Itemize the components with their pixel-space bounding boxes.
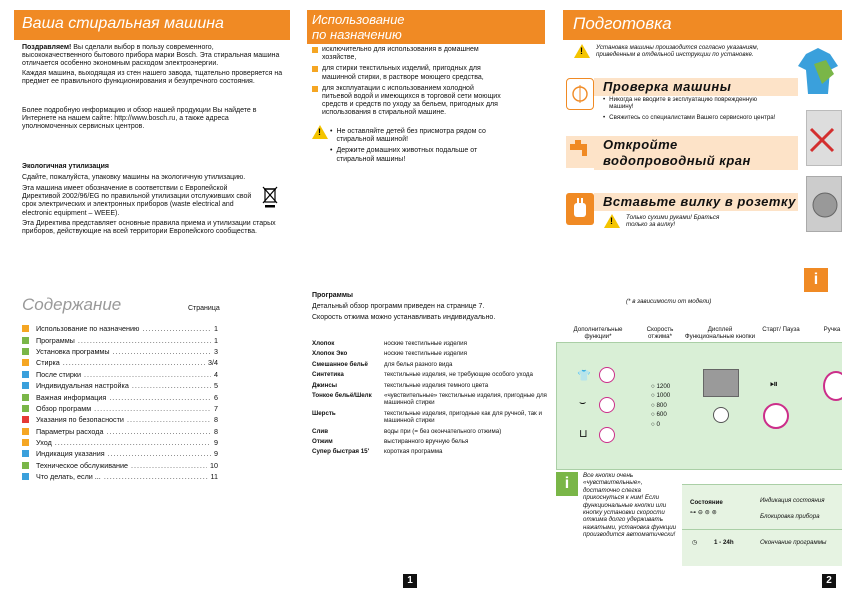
- page-title: Ваша стиральная машина: [22, 15, 224, 32]
- spin-speed-value: 0: [656, 420, 660, 428]
- quality-paragraph: Каждая машина, выходящая из стен нашего завода, тщательно проверяется на предмет ее правильного функционирования и безупречного состояния.: [22, 70, 283, 86]
- toc-leader: [108, 449, 211, 458]
- tap-icon-box: [566, 136, 594, 168]
- spin-speed-option[interactable]: ○ 600: [651, 411, 667, 419]
- install-warning: Установка машины производится согласно указаниям, приведенным в отдельной инструкции по установке.: [596, 44, 759, 59]
- toc-page: 5: [214, 381, 218, 391]
- shirt-illustration-icon: [796, 44, 842, 102]
- program-name: Хлопок: [312, 340, 335, 347]
- usage-bullet: [312, 85, 502, 118]
- programs-title: Программы: [312, 292, 354, 299]
- toc-label: Индикация указания: [36, 449, 105, 459]
- program-row: [312, 438, 550, 445]
- weee-bin-icon: [262, 186, 278, 208]
- toc-label: Важная информация: [36, 392, 107, 402]
- toc-color-marker: [22, 462, 29, 469]
- check-title: Проверка машины: [603, 79, 732, 94]
- program-row: [312, 410, 550, 425]
- toc-page: 9: [214, 449, 218, 459]
- toc-page-label: Страница: [188, 305, 220, 312]
- toc-label: Стирка: [36, 358, 60, 368]
- program-name: Шерсть: [312, 409, 336, 417]
- warning-children: Не оставляйте детей без присмотра рядом со стиральной машиной!: [336, 128, 486, 144]
- eco-paragraph-2: Эта машина имеет обозначение в соответствии с Европейской Директивой 2002/96/EG по правильной утилизации отслуживших свой срок электрических и электронных приборов (waste electrical and electronic equipment – WEEE).: [22, 185, 252, 217]
- toc-label: Использование по назначению: [36, 324, 140, 334]
- program-name: Супер быстрая 15': [312, 448, 370, 456]
- toc-row[interactable]: [22, 403, 218, 414]
- function-button[interactable]: [713, 407, 729, 423]
- warning-icon: [574, 44, 590, 58]
- shirt-icon: 👕: [577, 370, 591, 382]
- program-name: Смешанное бельё: [312, 360, 368, 368]
- usage-bullet-text: исключительно для использования в домашнем хозяйстве,: [322, 46, 479, 62]
- program-desc: короткая программа: [384, 448, 443, 456]
- plug-warning: Только сухими руками! Браться только за вилку!: [626, 214, 720, 229]
- prewash-icon: ⊔: [579, 428, 588, 440]
- panel-label: Дополнительные функции*: [573, 326, 623, 341]
- eco-paragraph-1: Сдайте, пожалуйста, упаковку машины на экологичную утилизацию.: [22, 174, 246, 181]
- plug-title: Вставьте вилку в розетку: [603, 194, 796, 209]
- prep-title: Подготовка: [573, 14, 672, 33]
- toc-row[interactable]: [22, 334, 218, 345]
- page-number-2: 2: [822, 574, 836, 588]
- bullet-marker: [312, 66, 318, 72]
- usage-bullet: [312, 65, 502, 81]
- spin-speed-value: 1200: [656, 383, 671, 390]
- warning-icon: [312, 125, 328, 139]
- spin-speed-value: 1000: [656, 392, 671, 400]
- toc-row[interactable]: [22, 380, 218, 391]
- toc-label: Что делать, если ...: [36, 472, 101, 482]
- program-selector-knob[interactable]: [823, 371, 842, 401]
- toc-row[interactable]: [22, 346, 218, 357]
- status-row-1: Индикация состояния: [760, 497, 825, 504]
- spin-speed-option[interactable]: ○ 1200: [651, 383, 671, 390]
- program-name: Слив: [312, 427, 329, 435]
- toc-leader: [131, 461, 207, 470]
- status-icons: ⊶ ⊖ ⊜ ⊚: [690, 509, 717, 516]
- toc-label: Уход: [36, 438, 52, 448]
- program-desc: воды при (= без окончательного отжима): [384, 427, 502, 435]
- intro-bold: Поздравляем!: [22, 44, 72, 51]
- toc-row[interactable]: [22, 471, 218, 482]
- page-header-washer: [14, 10, 290, 40]
- check-item-1: Никогда не вводите в эксплуатацию поврежденную машину!: [609, 96, 757, 111]
- programs-intro: Детальный обзор программ приведен на странице 7.: [312, 303, 485, 310]
- rinse-icon: ⌣: [579, 397, 587, 409]
- toc-color-marker: [22, 359, 29, 366]
- toc-leader: [109, 393, 211, 402]
- toc-leader: [113, 347, 211, 356]
- toc-title: Содержание: [22, 295, 122, 314]
- toc-color-marker: [22, 473, 29, 480]
- website-paragraph: Более подробную информацию и обзор нашей продукции Вы найдете в Интернете на нашем сайте: http://www.bosch.ru, а также адреса уполномоченных сервисных центров.: [22, 107, 257, 131]
- program-row: [312, 361, 550, 368]
- page-header-prep: [563, 10, 842, 40]
- warning-pets: Держите домашних животных подальше от стиральной машины!: [336, 147, 478, 163]
- toc-leader: [142, 324, 211, 333]
- panel-label: Скорость отжима*: [646, 326, 674, 341]
- warning-icon: [604, 214, 620, 228]
- toc-page: 9: [214, 438, 218, 448]
- extra-function-button-3[interactable]: [599, 427, 615, 443]
- toc-page: 3/4: [208, 358, 218, 368]
- display-screen: [703, 369, 739, 397]
- program-desc: текстильные изделия, пригодные как для ручной, так и машинной стирки: [384, 409, 542, 425]
- toc-page: 6: [214, 392, 218, 402]
- toc-leader: [78, 336, 211, 345]
- usage-bullets: [312, 46, 502, 121]
- status-label: Состояние: [690, 499, 723, 506]
- toc-color-marker: [22, 382, 29, 389]
- program-row: [312, 340, 550, 347]
- program-row: [312, 428, 550, 435]
- toc-leader: [84, 370, 211, 379]
- program-row: [312, 448, 550, 455]
- program-name: Хлопок Эко: [312, 350, 348, 358]
- control-panel: [556, 342, 842, 470]
- toc-label: Установка программы: [36, 346, 110, 356]
- toc-leader: [106, 427, 211, 436]
- status-table: [682, 484, 842, 566]
- info-icon: i: [804, 268, 828, 292]
- program-name: Отжим: [312, 438, 333, 446]
- usage-bullet-text: для стирки текстильных изделий, пригодных для машинной стирки, в растворе моющего средства,: [322, 65, 484, 81]
- toc-color-marker: [22, 405, 29, 412]
- toc-leader: [127, 415, 211, 424]
- program-list: [312, 340, 550, 459]
- program-desc: ноские текстильные изделия: [384, 340, 467, 347]
- spin-speed-option[interactable]: ○ 0: [651, 420, 660, 428]
- usage-header-line1: Использование: [312, 12, 405, 27]
- extra-function-button-1[interactable]: [599, 367, 615, 383]
- program-desc: текстильные изделия, не требующие особого ухода: [384, 371, 533, 379]
- programs-spin: Скорость отжима можно устанавливать индивидуально.: [312, 314, 496, 321]
- eco-title: Экологичная утилизация: [22, 163, 109, 170]
- panel-label: Дисплей Функциональные кнопки: [684, 326, 756, 341]
- toc-label: После стирки: [36, 369, 82, 379]
- program-name: Синтетика: [312, 371, 344, 379]
- status-row-2: Блокировка прибора: [760, 513, 820, 520]
- table-of-contents: [22, 323, 218, 482]
- toc-page: 8: [214, 415, 218, 425]
- toc-row[interactable]: [22, 414, 218, 425]
- program-desc: для белья разного вида: [384, 360, 453, 368]
- bullet-marker: [312, 86, 318, 92]
- toc-label: Индивидуальная настройка: [36, 381, 129, 391]
- toc-page: 3: [214, 346, 218, 356]
- touch-note: Все кнопки очень «чувствительные», достаточно слегка прикоснуться к ним! Если функциональные кнопки или кнопку установки скорости отжима долго удерживать нажатыми, установка функции производится автоматически!: [583, 472, 677, 539]
- toc-leader: [63, 358, 205, 367]
- program-row: [312, 382, 550, 389]
- check-icon-box: [566, 78, 594, 110]
- program-desc: ноские текстильные изделия: [384, 350, 467, 358]
- toc-page: 7: [214, 403, 218, 413]
- panel-label: Ручка: [823, 326, 841, 333]
- usage-warnings: • Не оставляйте детей без присмотра рядом со стиральной машиной! • Держите домашних животных подальше от стиральной машины!: [330, 128, 505, 167]
- start-pause-button[interactable]: [763, 403, 789, 429]
- toc-leader: [132, 381, 211, 390]
- timer-desc: Окончание программы: [760, 539, 827, 546]
- intro-text: Вы сделали выбор в пользу современного, высококачественного бытового прибора марки Bosch. Эта стиральная машина отличается особенно экономным расходом электроэнергии.: [22, 44, 280, 68]
- toc-row[interactable]: [22, 323, 218, 334]
- program-desc: выстиранного вручную белья: [384, 438, 469, 446]
- spin-speed-value: 600: [656, 411, 667, 419]
- usage-header-line2: по назначению: [312, 27, 402, 42]
- program-name: Тонкое бельё/Шелк: [312, 392, 372, 400]
- program-row: [312, 350, 550, 357]
- toc-leader: [104, 472, 208, 481]
- plug-icon-box: [566, 193, 594, 225]
- toc-page: 8: [214, 426, 218, 436]
- toc-page: 4: [214, 369, 218, 379]
- bullet-marker: [312, 47, 318, 53]
- toc-row[interactable]: [22, 460, 218, 471]
- check-list: • Никогда не вводите в эксплуатацию поврежденную машину! • Свяжитесь со специалистами Вашего сервисного центра!: [603, 96, 783, 124]
- toc-row[interactable]: [22, 357, 218, 368]
- program-name: Джинсы: [312, 381, 338, 389]
- panel-label: Старт/ Пауза: [762, 326, 800, 333]
- toc-color-marker: [22, 416, 29, 423]
- start-icon: ⏯: [770, 379, 778, 390]
- toc-leader: [55, 438, 211, 447]
- toc-color-marker: [22, 337, 29, 344]
- toc-row[interactable]: [22, 437, 218, 448]
- program-desc: текстильные изделия темного цвета: [384, 381, 489, 389]
- extra-function-button-2[interactable]: [599, 397, 615, 413]
- spin-speed-list[interactable]: [651, 383, 670, 430]
- spin-speed-option[interactable]: ○ 800: [651, 401, 667, 409]
- toc-color-marker: [22, 394, 29, 401]
- usage-bullet-text: для эксплуатации с использованием холодной питьевой водой и имеющихся в торговой сети моющих средств и средств по уходу за бельем, пригодных для использования в стиральной машине.: [322, 84, 501, 117]
- toc-page: 1: [214, 324, 218, 334]
- model-note: (* в зависимости от модели): [626, 298, 712, 305]
- toc-page: 11: [210, 472, 218, 482]
- clock-icon: ◷: [692, 539, 698, 546]
- toc-row[interactable]: [22, 448, 218, 459]
- intro-paragraph: [22, 44, 284, 69]
- toc-label: Техническое обслуживание: [36, 460, 128, 470]
- toc-color-marker: [22, 371, 29, 378]
- toc-page: 10: [210, 460, 218, 470]
- program-desc: «чувствительные» текстильные изделия, пригодные для машинной стирки: [384, 392, 547, 407]
- usage-bullet: [312, 46, 502, 62]
- info-icon: i: [556, 472, 578, 496]
- toc-color-marker: [22, 450, 29, 457]
- toc-label: Программы: [36, 335, 75, 345]
- toc-color-marker: [22, 348, 29, 355]
- eco-paragraph-3: Эта Директива представляет основные правила приема и утилизации старых приборов, действующие на всей территории Европейского сообщества.: [22, 220, 276, 236]
- toc-label: Параметры расхода: [36, 426, 104, 436]
- toc-color-marker: [22, 428, 29, 435]
- toc-label: Указания по безопасности: [36, 415, 124, 425]
- toc-leader: [94, 404, 211, 413]
- spin-speed-option[interactable]: ○ 1000: [651, 392, 671, 400]
- toc-row[interactable]: [22, 391, 218, 402]
- toc-page: 1: [214, 335, 218, 345]
- spin-speed-value: 800: [656, 401, 667, 409]
- toc-color-marker: [22, 325, 29, 332]
- toc-row[interactable]: [22, 426, 218, 437]
- check-item-2: Свяжитесь со специалистами Вашего сервисного центра!: [609, 113, 776, 121]
- drum-illustration: [806, 176, 842, 232]
- page-header-usage: [307, 10, 545, 44]
- toc-color-marker: [22, 439, 29, 446]
- page-number-1: 1: [403, 574, 417, 588]
- toc-row[interactable]: [22, 369, 218, 380]
- program-row: [312, 371, 550, 378]
- tap-title: Откройте водопроводный кран: [603, 137, 751, 168]
- program-row: [312, 392, 550, 407]
- timer-label: 1 - 24h: [714, 539, 734, 546]
- toc-label: Обзор программ: [36, 403, 92, 413]
- damaged-machine-illustration: [806, 110, 842, 166]
